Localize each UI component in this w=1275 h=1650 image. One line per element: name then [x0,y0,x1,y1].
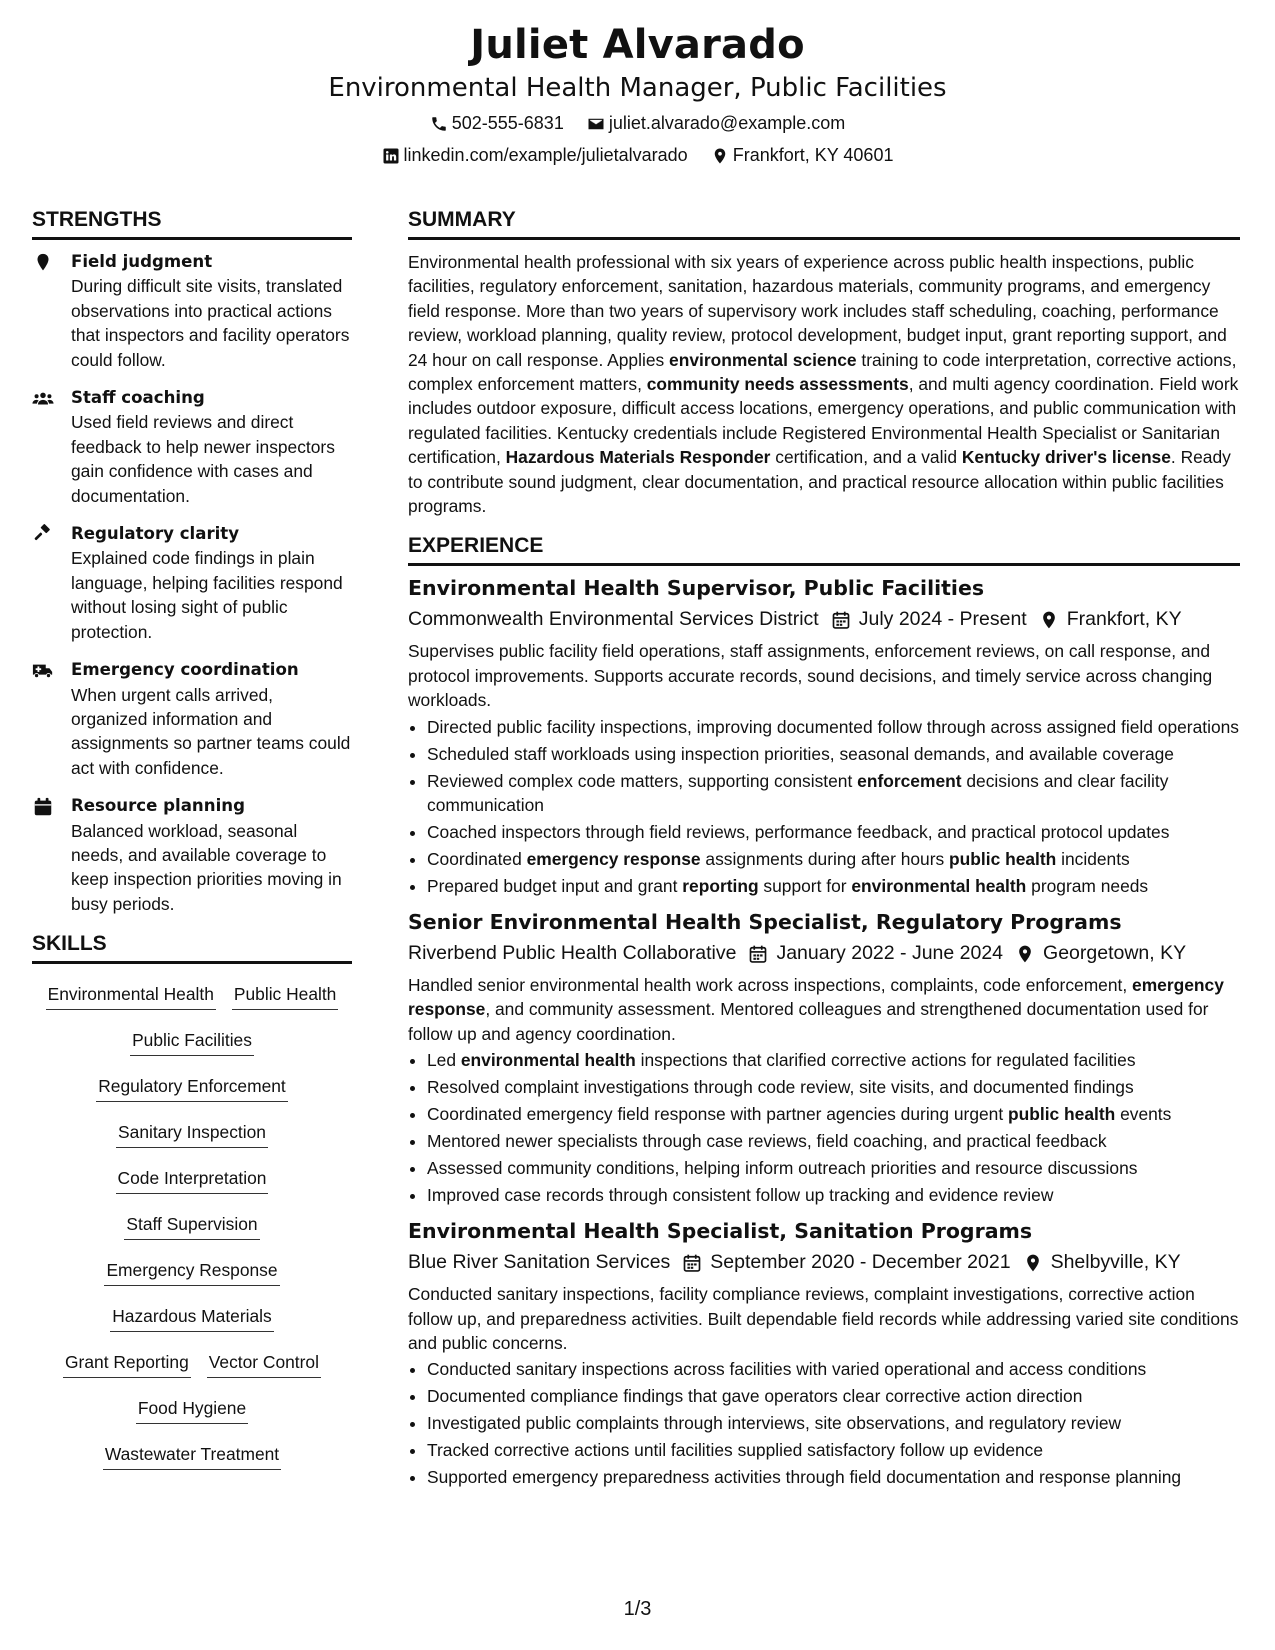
bullet-segment: program needs [1026,875,1149,896]
bullet-segment: environmental health [851,875,1027,896]
job-bullet [427,1438,1240,1462]
summary-keyword: environmental science [669,349,857,370]
skills-section [32,932,352,1480]
skills-row [32,974,352,1020]
job-dates: July 2024 - Present [858,608,1027,631]
job-entry [408,576,1240,898]
strength-item [32,794,352,916]
calendar-icon [748,944,768,964]
email-text[interactable]: juliet.alvarado@example.com [608,113,846,133]
job-bullet [427,1102,1240,1126]
bullet-segment: Directed public facility inspections, improving documented follow through across assigned field operations [427,716,1239,737]
summary-keyword: Hazardous Materials Responder [505,447,771,468]
job-company: Riverbend Public Health Collaborative [408,942,737,965]
skill-tag: Public Facilities [130,1030,254,1056]
bullet-segment: decisions and clear facility communication [427,770,1169,815]
job-location: Frankfort, KY [1066,608,1182,631]
strength-title: Resource planning [71,796,245,816]
job-bullet [427,1075,1240,1099]
skills-row [32,1020,352,1066]
job-location: Shelbyville, KY [1050,1251,1181,1274]
summary-segment: . Ready to contribute sound judgment, clear documentation, and practical resource allocation within public facilities programs. [408,447,1231,517]
bullet-segment: assignments during after hours [700,848,950,869]
bullet-segment: Coached inspectors through field reviews, performance feedback, and practical protocol updates [427,821,1170,842]
strength-text: During difficult site visits, translated observations into practical actions that inspectors and facility operators could follow. [71,276,350,370]
skill-tag: Staff Supervision [124,1214,259,1240]
skill-tag: Environmental Health [46,984,216,1010]
bullet-segment: public health [1008,1104,1116,1125]
skills-row [32,1112,352,1158]
job-meta [408,1251,1240,1274]
ambulance-icon [32,660,54,682]
bullet-segment: enforcement [857,770,962,791]
job-meta [408,608,1240,631]
job-bullets [408,1048,1240,1207]
strength-item [32,386,352,508]
strength-item [32,658,352,780]
job-bullet [427,1048,1240,1072]
bullet-segment: Supported emergency preparedness activities through field documentation and response planning [427,1467,1182,1488]
calendar-icon [682,1253,702,1273]
job-bullet [427,769,1240,818]
job-description [408,973,1240,1046]
linkedin-text[interactable]: linkedin.com/example/julietalvarado [403,145,688,165]
page-number: 1/3 [623,1598,652,1620]
skill-tag: Hazardous Materials [110,1306,273,1332]
bullet-segment: incidents [1056,848,1130,869]
summary-segment: , and multi agency coordination. Field work includes outdoor exposure, difficult access locations, emergency operations, and public communication with regulated facilities. Kentucky credentials include Registered Environmental Health Specialist or Sanitarian certification, [408,374,1239,468]
job-company: Commonwealth Environmental Services District [408,608,819,631]
job-bullets [408,715,1240,898]
job-bullet [427,1183,1240,1207]
bullet-segment: Coordinated emergency field response with partner agencies during urgent [427,1104,1008,1125]
location-item [711,145,894,166]
job-description-segment: emergency response [408,975,1224,1020]
candidate-headline: Environmental Health Manager, Public Facilities [328,73,947,103]
bullet-segment: Scheduled staff workloads using inspection priorities, seasonal demands, and available coverage [427,743,1174,764]
job-title: Senior Environmental Health Specialist, Regulatory Programs [408,910,1122,935]
summary-segment: certification, and a valid [770,447,962,468]
job-description-segment: , and community assessment. Mentored colleagues and strengthened documentation used for follow up and agency coordination. [408,999,1209,1044]
bullet-segment: events [1115,1104,1172,1125]
job-dates: January 2022 - June 2024 [776,942,1004,965]
job-description: Conducted sanitary inspections, facility compliance reviews, complaint investigations, corrective action follow up, and preparedness activities. Built dependable field records while addressing varied site conditions and public concerns. [408,1284,1239,1353]
email-item[interactable] [587,113,845,134]
location-text: Frankfort, KY 40601 [732,145,894,165]
skill-tag: Emergency Response [104,1260,279,1286]
bullet-segment: reporting [682,875,759,896]
bullet-segment: Documented compliance findings that gave operators clear corrective action direction [427,1386,1083,1407]
job-dates: September 2020 - December 2021 [710,1251,1011,1274]
strength-title: Emergency coordination [71,660,299,680]
strength-text: Used field reviews and direct feedback to help newer inspectors gain confidence with cases and documentation. [71,412,335,506]
job-bullet [427,1357,1240,1381]
right-column [408,208,1240,1501]
job-bullet [427,1156,1240,1180]
bullet-segment: Improved case records through consistent follow up tracking and evidence review [427,1184,1054,1205]
job-entry [408,910,1240,1207]
strength-title: Staff coaching [71,388,205,408]
bullet-segment: Led [427,1050,461,1071]
summary-segment: Environmental health professional with six years of experience across public health inspections, public facilities, regulatory enforcement, sanitation, hazardous materials, community programs, and emergency field response. More than two years of supervisory work includes staff scheduling, coaching, performance review, workload planning, quality review, protocol development, budget input, grant reporting support, and 24 hour on call response. Applies [408,252,1227,370]
candidate-name: Juliet Alvarado [470,22,805,68]
map-pin-icon [711,147,729,165]
bullet-segment: Coordinated [427,848,527,869]
bullet-segment: Reviewed complex code matters, supporting consistent [427,770,858,791]
contact-row-2 [0,145,1275,170]
job-bullet [427,742,1240,766]
job-entry [408,1219,1240,1489]
summary-keyword: Kentucky driver's license [961,447,1171,468]
envelope-icon [587,115,605,133]
job-bullet [427,1129,1240,1153]
bullet-segment: emergency response [526,848,701,869]
strength-item [32,522,352,644]
linkedin-icon [382,147,400,165]
map-pin-icon [1039,610,1059,630]
job-description: Supervises public facility field operations, staff assignments, enforcement reviews, on call response, and protocol improvements. Supports accurate records, sound decisions, and timely service across changing workloads. [408,641,1213,711]
job-bullet [427,715,1240,739]
phone-text: 502-555-6831 [451,113,564,133]
job-description-segment: Handled senior environmental health work across inspections, complaints, code enforcement, [408,975,1133,996]
bullet-segment: public health [949,848,1057,869]
linkedin-item[interactable] [382,145,688,166]
strength-title: Field judgment [71,252,213,271]
pin-icon [32,252,54,274]
job-bullet [427,847,1240,871]
summary-heading: SUMMARY [408,208,1240,240]
job-bullets [408,1357,1240,1489]
skills-heading: SKILLS [32,932,352,964]
skill-tag: Vector Control [207,1352,321,1378]
skills-row [32,1342,352,1388]
skill-tag: Grant Reporting [63,1352,191,1378]
bullet-segment: environmental health [460,1050,636,1071]
summary-keyword: community needs assessments [646,374,909,395]
skills-row [32,1158,352,1204]
calendar-icon [831,610,851,630]
skill-tag: Code Interpretation [116,1168,269,1194]
summary-segment: training to code interpretation, corrective actions, complex enforcement matters, [408,349,1237,395]
contact-row-1 [0,113,1275,138]
skills-row [32,1296,352,1342]
bullet-segment: Tracked corrective actions until facilities supplied satisfactory follow up evidence [427,1440,1044,1461]
strength-item [32,250,352,372]
job-meta [408,942,1240,965]
job-bullet [427,820,1240,844]
bullet-segment: support for [758,875,852,896]
skill-tag: Public Health [232,984,338,1010]
bullet-segment: inspections that clarified corrective actions for regulated facilities [635,1050,1136,1071]
calendar-icon [32,796,54,818]
strength-text: Explained code findings in plain language, helping facilities respond without losing sight of public protection. [71,548,343,642]
skills-row [32,1434,352,1480]
strength-text: Balanced workload, seasonal needs, and available coverage to keep inspection priorities moving in busy periods. [71,820,342,914]
strength-text: When urgent calls arrived, organized information and assignments so partner teams could act with confidence. [71,684,351,778]
gavel-icon [32,524,54,546]
phone-item [430,113,564,134]
job-title: Environmental Health Specialist, Sanitation Programs [408,1219,1033,1244]
bullet-segment: Conducted sanitary inspections across facilities with varied operational and access conditions [427,1359,1147,1380]
bullet-segment: Resolved complaint investigations through code review, site visits, and documented findings [427,1077,1134,1098]
skills-row [32,1204,352,1250]
bullet-segment: Assessed community conditions, helping inform outreach priorities and resource discussions [427,1157,1138,1178]
skill-tag: Regulatory Enforcement [96,1076,288,1102]
bullet-segment: Mentored newer specialists through case reviews, field coaching, and practical feedback [427,1130,1107,1151]
skills-row [32,1388,352,1434]
skills-row [32,1250,352,1296]
map-pin-icon [1023,1253,1043,1273]
skills-list [32,974,352,1480]
skill-tag: Wastewater Treatment [103,1444,281,1470]
map-pin-icon [1015,944,1035,964]
strengths-heading: STRENGTHS [32,208,352,240]
bullet-segment: Prepared budget input and grant [427,875,683,896]
left-column [32,208,352,1480]
job-bullet [427,1411,1240,1435]
strength-title: Regulatory clarity [71,524,240,544]
summary-text [408,250,1240,518]
job-title: Environmental Health Supervisor, Public Facilities [408,576,985,601]
job-location: Georgetown, KY [1043,942,1187,965]
skill-tag: Food Hygiene [136,1398,248,1424]
job-company: Blue River Sanitation Services [408,1251,671,1274]
job-bullet [427,1384,1240,1408]
experience-list [408,576,1240,1489]
users-icon [32,388,54,410]
phone-icon [430,115,448,133]
skill-tag: Sanitary Inspection [116,1122,268,1148]
experience-heading: EXPERIENCE [408,534,1240,566]
job-bullet [427,1465,1240,1489]
job-bullet [427,874,1240,898]
skills-row [32,1066,352,1112]
bullet-segment: Investigated public complaints through interviews, site observations, and regulatory review [427,1413,1122,1434]
